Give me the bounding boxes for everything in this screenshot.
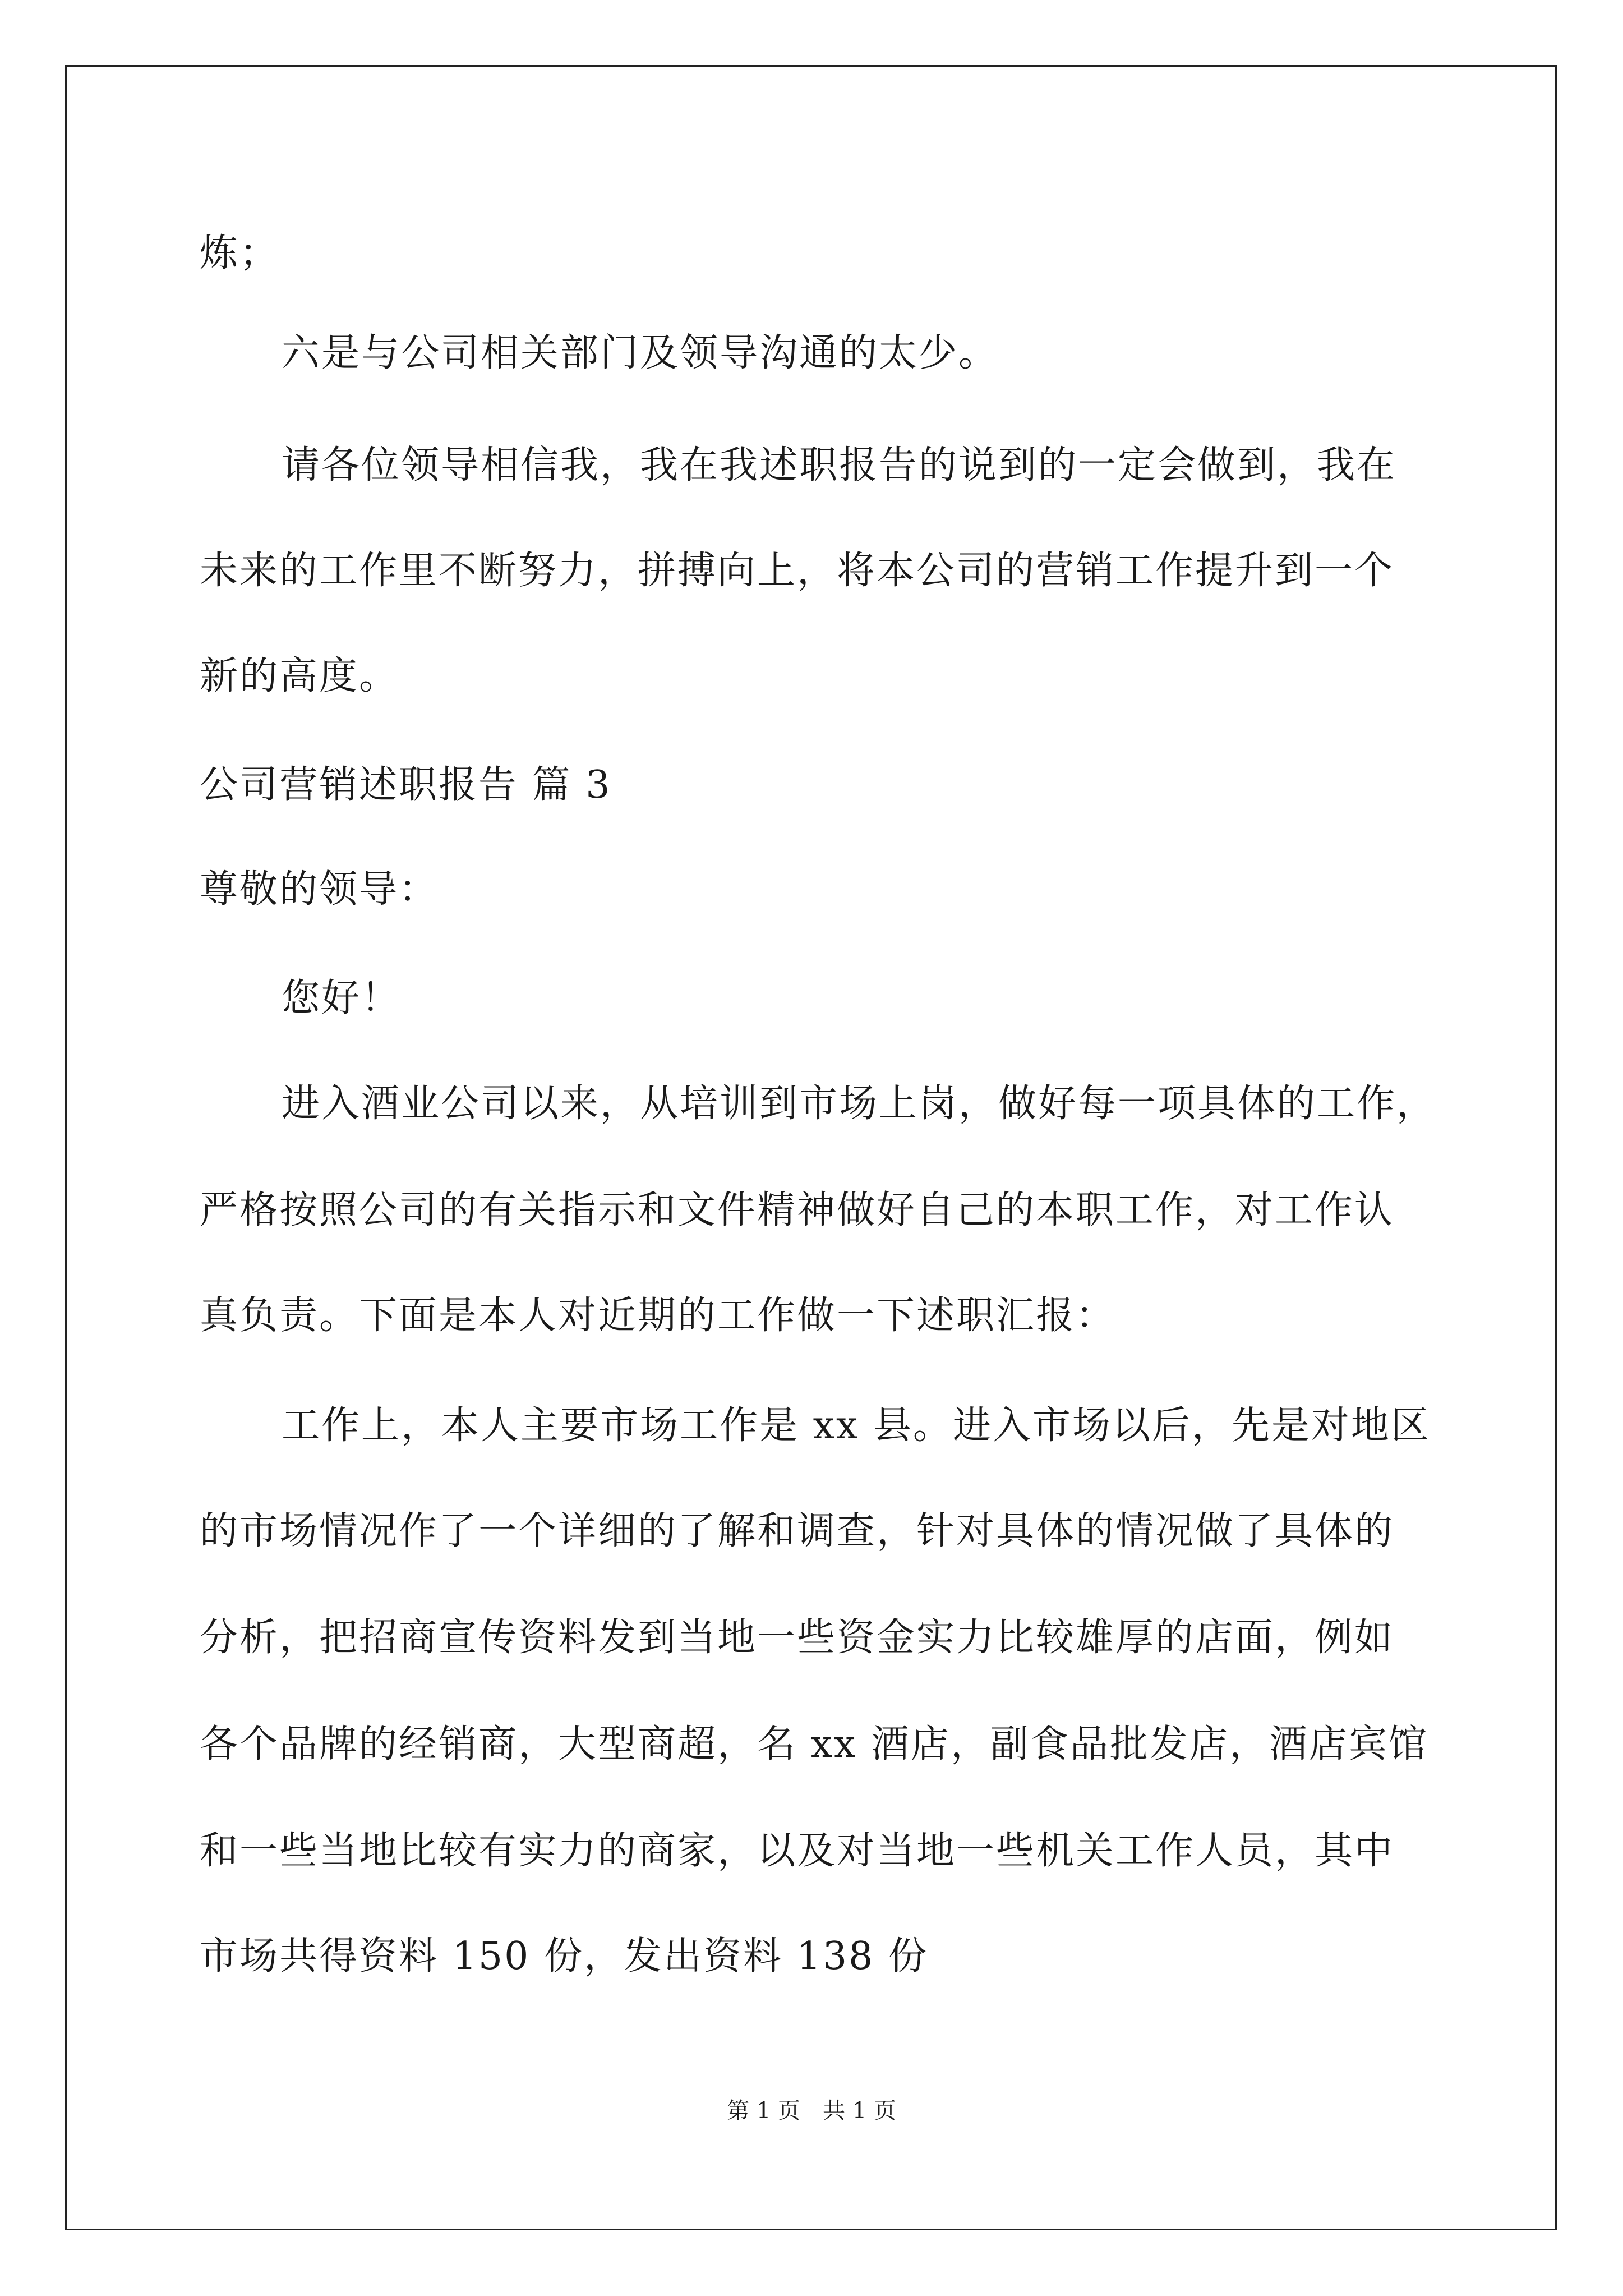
- text-line: 六是与公司相关部门及领导沟通的太少。: [282, 331, 999, 375]
- text-line: 严格按照公司的有关指示和文件精神做好自己的本职工作，对工作认: [200, 1188, 1395, 1232]
- page-number: 第 1 页 共 1 页: [727, 2098, 896, 2124]
- text-line: 新的高度。: [200, 654, 399, 698]
- text-line: 工作上，本人主要市场工作是 xx 县。进入市场以后，先是对地区: [282, 1404, 1431, 1448]
- text-line: 进入酒业公司以来，从培训到市场上岗，做好每一项具体的工作，: [282, 1082, 1437, 1126]
- section-heading: 公司营销述职报告 篇 3: [200, 763, 612, 807]
- text-line: 市场共得资料 150 份，发出资料 138 份: [200, 1934, 929, 1978]
- salutation: 尊敬的领导：: [200, 867, 439, 912]
- greeting: 您好！: [282, 976, 402, 1020]
- text-line: 请各位领导相信我，我在我述职报告的说到的一定会做到，我在: [282, 443, 1397, 487]
- text-line: 和一些当地比较有实力的商家，以及对当地一些机关工作人员，其中: [200, 1829, 1395, 1873]
- text-line: 分析，把招商宣传资料发到当地一些资金实力比较雄厚的店面，例如: [200, 1616, 1395, 1660]
- text-line: 真负责。下面是本人对近期的工作做一下述职汇报：: [200, 1294, 1116, 1338]
- text-line: 各个品牌的经销商，大型商超，名 xx 酒店，副食品批发店，酒店宾馆: [200, 1722, 1428, 1766]
- text-line: 炼；: [200, 231, 280, 275]
- page-frame: [65, 65, 1557, 2230]
- text-line: 未来的工作里不断努力，拼搏向上，将本公司的营销工作提升到一个: [200, 549, 1395, 593]
- text-line: 的市场情况作了一个详细的了解和调查，针对具体的情况做了具体的: [200, 1509, 1395, 1553]
